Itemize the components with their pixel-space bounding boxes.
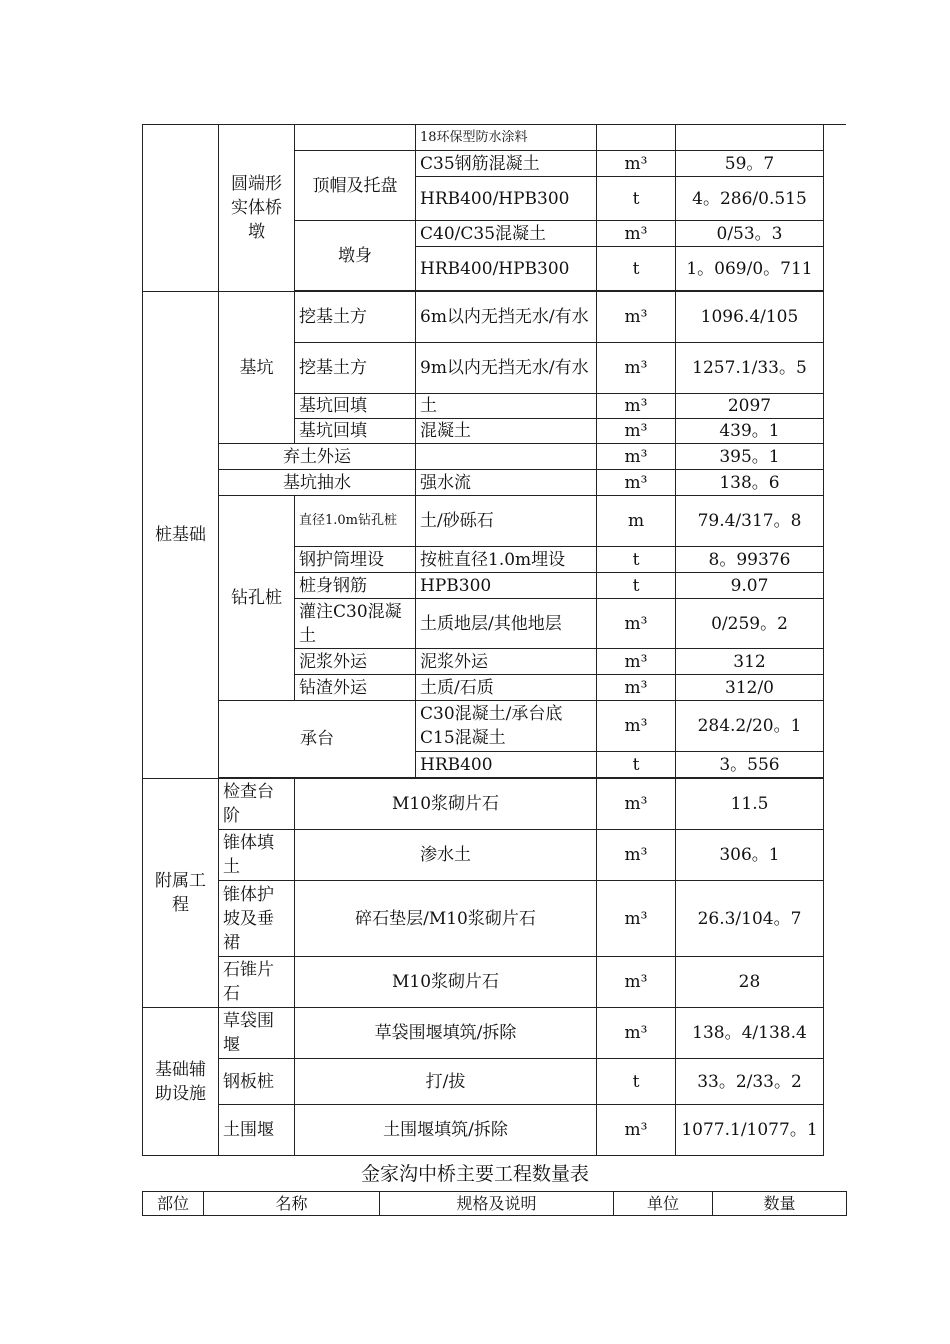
unit-cell: m — [597, 496, 676, 547]
group-cell: 基坑 — [219, 292, 295, 444]
table-row — [143, 470, 824, 496]
unit-cell: m³ — [597, 1008, 676, 1059]
name-cell: 钢护筒埋设 — [295, 547, 416, 573]
header-name: 名称 — [204, 1192, 380, 1216]
table-row — [143, 830, 824, 881]
header-spec: 规格及说明 — [380, 1192, 614, 1216]
qty-cell: 312/0 — [676, 675, 824, 701]
qty-cell: 439。1 — [676, 419, 824, 444]
table-row — [143, 292, 824, 343]
unit-cell: t — [597, 247, 676, 291]
header-qty: 数量 — [713, 1192, 847, 1216]
spec-cell: 草袋围堰填筑/拆除 — [295, 1008, 597, 1059]
qty-cell: 26.3/104。7 — [676, 881, 824, 957]
unit-cell: m³ — [597, 394, 676, 419]
table-row — [143, 1008, 824, 1059]
unit-cell: t — [597, 1059, 676, 1105]
qty-cell: 2097 — [676, 394, 824, 419]
header-part: 部位 — [143, 1192, 204, 1216]
qty-cell: 395。1 — [676, 444, 824, 470]
unit-cell — [597, 125, 676, 151]
qty-cell: 0/259。2 — [676, 599, 824, 649]
qty-cell: 1077.1/1077。1 — [676, 1105, 824, 1156]
unit-cell: m³ — [597, 221, 676, 247]
unit-cell: m³ — [597, 292, 676, 343]
name-cell: 草袋围堰 — [219, 1008, 295, 1059]
name-cell: 钢板桩 — [219, 1059, 295, 1105]
qty-cell — [676, 125, 824, 151]
spec-cell: M10浆砌片石 — [295, 957, 597, 1008]
unit-cell: m³ — [597, 675, 676, 701]
name-cell: 挖基土方 — [295, 292, 416, 343]
qty-cell: 79.4/317。8 — [676, 496, 824, 547]
qty-cell: 3。556 — [676, 752, 824, 778]
table-edge-line — [823, 124, 846, 125]
spec-cell — [416, 444, 597, 470]
unit-cell: t — [597, 573, 676, 599]
name-cell: 基坑抽水 — [219, 470, 416, 496]
table-caption: 金家沟中桥主要工程数量表 — [360, 1163, 589, 1185]
unit-cell: m³ — [597, 599, 676, 649]
name-cell: 检查台阶 — [219, 779, 295, 830]
group-cell: 承台 — [219, 701, 416, 778]
name-cell: 泥浆外运 — [295, 649, 416, 675]
quantity-table — [142, 124, 824, 1156]
section-cell: 附属工程 — [143, 779, 219, 1008]
unit-cell: m³ — [597, 151, 676, 177]
qty-cell: 9.07 — [676, 573, 824, 599]
qty-cell: 306。1 — [676, 830, 824, 881]
name-cell: 墩身 — [295, 221, 416, 291]
unit-cell: m³ — [597, 830, 676, 881]
spec-cell: HRB400/HPB300 — [416, 177, 597, 221]
group-cell: 圆端形实体桥墩 — [219, 125, 295, 292]
table-row — [143, 496, 824, 547]
qty-cell: 1257.1/33。5 — [676, 343, 824, 394]
spec-cell: 土质/石质 — [416, 675, 597, 701]
spec-cell: 泥浆外运 — [416, 649, 597, 675]
unit-cell: m³ — [597, 701, 676, 752]
qty-cell: 33。2/33。2 — [676, 1059, 824, 1105]
spec-cell: C35钢筋混凝土 — [416, 151, 597, 177]
qty-cell: 8。99376 — [676, 547, 824, 573]
unit-cell: t — [597, 177, 676, 221]
unit-cell: m³ — [597, 470, 676, 496]
spec-cell: HRB400 — [416, 752, 597, 778]
qty-cell: 1096.4/105 — [676, 292, 824, 343]
spec-cell: 渗水土 — [295, 830, 597, 881]
spec-cell: C40/C35混凝土 — [416, 221, 597, 247]
qty-cell: 284.2/20。1 — [676, 701, 824, 752]
spec-cell: C30混凝土/承台底C15混凝土 — [416, 701, 597, 752]
name-cell: 灌注C30混凝土 — [295, 599, 416, 649]
spec-cell: 强水流 — [416, 470, 597, 496]
spec-cell: M10浆砌片石 — [295, 779, 597, 830]
spec-cell: 土质地层/其他地层 — [416, 599, 597, 649]
table-row — [143, 779, 824, 830]
unit-cell: t — [597, 752, 676, 778]
table-row — [143, 881, 824, 957]
header-table — [142, 1191, 847, 1216]
qty-cell: 11.5 — [676, 779, 824, 830]
spec-cell: 土 — [416, 394, 597, 419]
name-cell: 土围堰 — [219, 1105, 295, 1156]
unit-cell: m³ — [597, 881, 676, 957]
section-cell: 桩基础 — [143, 292, 219, 779]
unit-cell: m³ — [597, 343, 676, 394]
qty-cell: 0/53。3 — [676, 221, 824, 247]
name-cell: 石锥片石 — [219, 957, 295, 1008]
qty-cell: 28 — [676, 957, 824, 1008]
table-row — [143, 1059, 824, 1105]
spec-cell: 18环保型防水涂料 — [416, 125, 597, 151]
name-cell: 挖基土方 — [295, 343, 416, 394]
qty-cell: 4。286/0.515 — [676, 177, 824, 221]
unit-cell: m³ — [597, 957, 676, 1008]
qty-cell: 138。4/138.4 — [676, 1008, 824, 1059]
table-row — [143, 444, 824, 470]
spec-cell: HPB300 — [416, 573, 597, 599]
qty-cell: 312 — [676, 649, 824, 675]
table-row — [143, 701, 824, 752]
name-cell: 锥体填土 — [219, 830, 295, 881]
group-cell: 钻孔桩 — [219, 496, 295, 701]
spec-cell: 土围堰填筑/拆除 — [295, 1105, 597, 1156]
name-cell — [295, 125, 416, 151]
spec-cell: 按桩直径1.0m埋设 — [416, 547, 597, 573]
spec-cell: 6m以内无挡无水/有水 — [416, 292, 597, 343]
name-cell: 钻渣外运 — [295, 675, 416, 701]
name-cell: 顶帽及托盘 — [295, 151, 416, 221]
table-row — [143, 957, 824, 1008]
spec-cell: 打/拔 — [295, 1059, 597, 1105]
name-cell: 桩身钢筋 — [295, 573, 416, 599]
header-unit: 单位 — [614, 1192, 713, 1216]
name-cell: 基坑回填 — [295, 394, 416, 419]
table-row — [143, 125, 824, 151]
spec-cell: 碎石垫层/M10浆砌片石 — [295, 881, 597, 957]
name-cell: 锥体护坡及垂裙 — [219, 881, 295, 957]
unit-cell: t — [597, 547, 676, 573]
qty-cell: 1。069/0。711 — [676, 247, 824, 291]
spec-cell: HRB400/HPB300 — [416, 247, 597, 291]
unit-cell: m³ — [597, 649, 676, 675]
qty-cell: 138。6 — [676, 470, 824, 496]
unit-cell: m³ — [597, 779, 676, 830]
spec-cell: 混凝土 — [416, 419, 597, 444]
unit-cell: m³ — [597, 419, 676, 444]
name-cell: 基坑回填 — [295, 419, 416, 444]
name-cell: 弃土外运 — [219, 444, 416, 470]
spec-cell: 9m以内无挡无水/有水 — [416, 343, 597, 394]
unit-cell: m³ — [597, 444, 676, 470]
section-cell: 基础辅助设施 — [143, 1008, 219, 1156]
table-row — [143, 1105, 824, 1156]
unit-cell: m³ — [597, 1105, 676, 1156]
section-cell — [143, 125, 219, 292]
name-cell: 直径1.0m钻孔桩 — [295, 496, 416, 547]
header-row — [143, 1192, 847, 1216]
qty-cell: 59。7 — [676, 151, 824, 177]
spec-cell: 土/砂砾石 — [416, 496, 597, 547]
